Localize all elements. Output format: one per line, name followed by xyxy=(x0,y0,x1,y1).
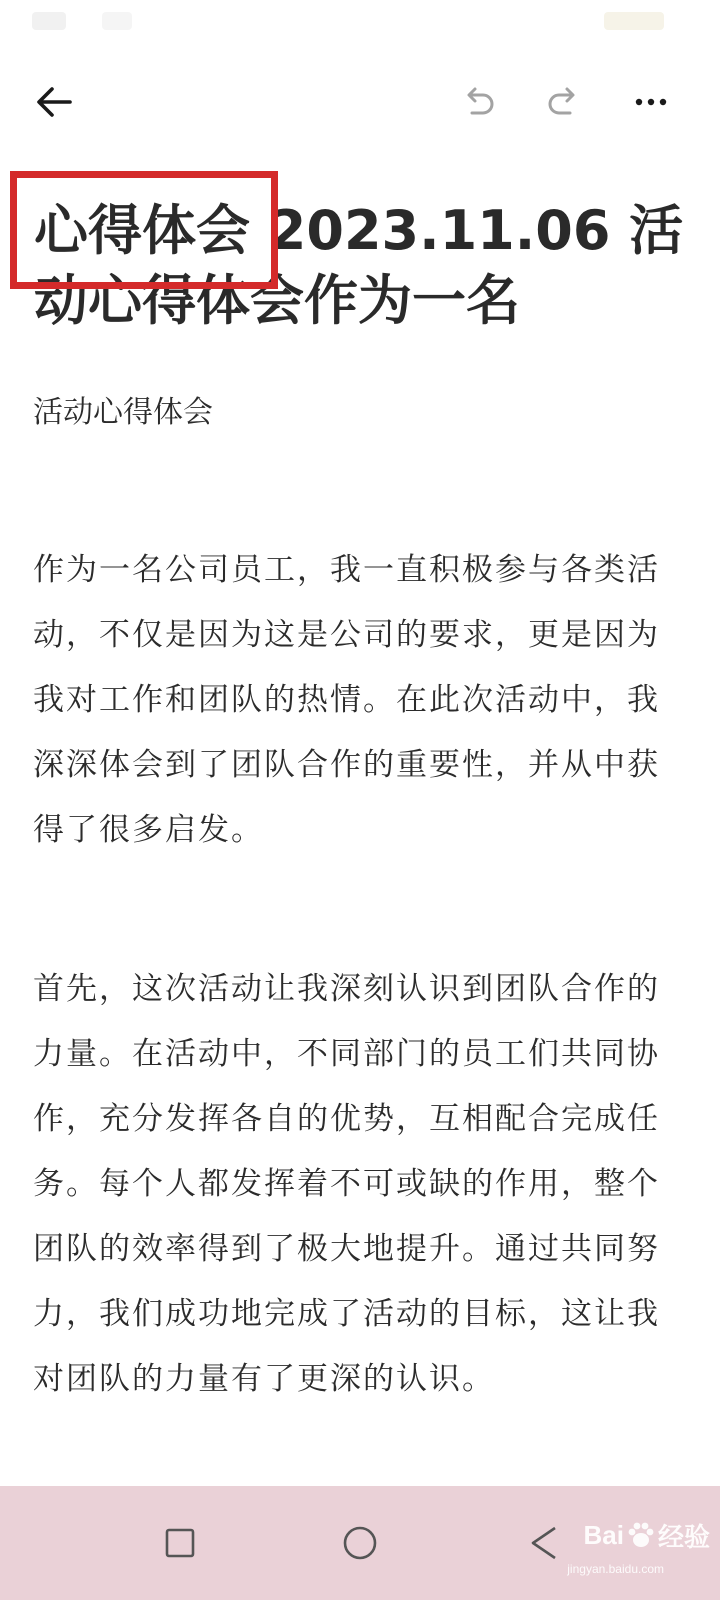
more-horizontal-icon xyxy=(631,82,671,122)
square-icon xyxy=(162,1525,198,1561)
note-title[interactable]: 心得体会 2023.11.06 活动心得体会作为一名 xyxy=(34,199,684,332)
note-subtitle[interactable]: 活动心得体会 xyxy=(33,395,213,430)
recent-apps-button[interactable] xyxy=(135,1498,225,1588)
back-button[interactable] xyxy=(24,66,84,138)
arrow-left-icon xyxy=(34,82,74,122)
watermark-brand: Bai xyxy=(583,1519,624,1550)
undo-icon xyxy=(458,82,498,122)
battery-icon xyxy=(604,12,664,30)
editor-toolbar xyxy=(0,66,720,138)
note-paragraph[interactable]: 首先，这次活动让我深刻认识到团队合作的力量。在活动中，不同部门的员工们共同协作，充分发挥各自的优势，互相配合完成任务。每个人都发挥着不可或缺的作用，整个团队的效率得到了极大地提升。通过共同努力，我们成功地完成了活动的目标，这让我对团队的力量有了更深的认识。 xyxy=(33,971,660,1397)
baidu-jingyan-watermark xyxy=(584,1510,710,1560)
redo-button[interactable] xyxy=(534,66,594,138)
status-bar xyxy=(0,0,720,44)
more-button[interactable] xyxy=(621,66,681,138)
status-time-blur xyxy=(32,12,66,30)
triangle-back-icon xyxy=(525,1523,565,1563)
highlight-annotation-box xyxy=(10,171,278,289)
redo-icon xyxy=(544,82,584,122)
watermark-suffix: 经验 xyxy=(657,1521,710,1552)
undo-button[interactable] xyxy=(448,66,508,138)
watermark-url: jingyan.baidu.com xyxy=(567,1562,664,1576)
circle-icon xyxy=(340,1523,380,1563)
status-icon-blur xyxy=(102,12,132,30)
note-paragraph[interactable]: 作为一名公司员工，我一直积极参与各类活动，不仅是因为这是公司的要求，更是因为我对工作和团队的热情。在此次活动中，我深深体会到了团队合作的重要性，并从中获得了很多启发。 xyxy=(33,552,660,848)
baidu-paw-icon xyxy=(626,1520,656,1550)
home-button[interactable] xyxy=(315,1498,405,1588)
